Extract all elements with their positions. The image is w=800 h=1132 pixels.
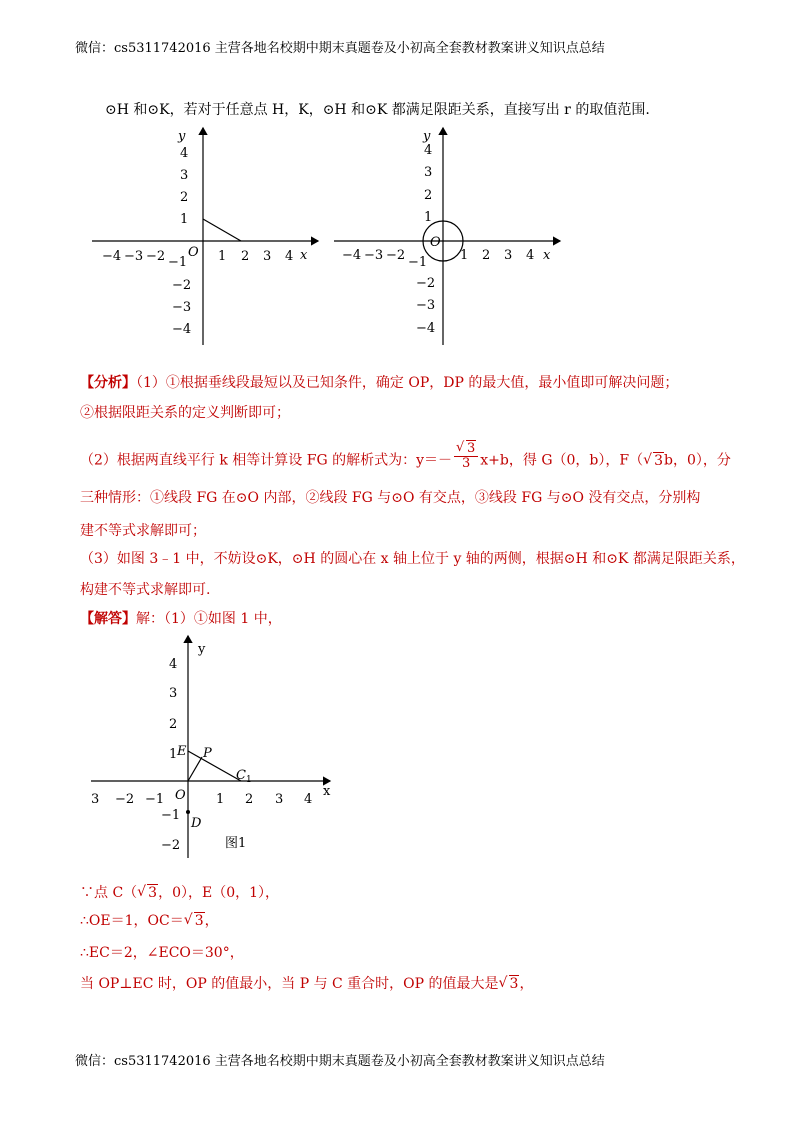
svg-text:−3: −3: [124, 249, 144, 264]
page-header: 微信：cs5311742016 主营各地名校期中期末真题卷及小初高全套教材教案讲义知识点总结: [75, 41, 605, 56]
svg-text:4: 4: [169, 657, 178, 672]
svg-text:−3: −3: [172, 300, 192, 315]
analysis-line-3: （2）根据两直线平行 k 相等计算设 FG 的解析式为：y＝－ √ $\frac{3}{3}$ x+b，得 G（0，b），F（√ 3b，0），分: [80, 446, 731, 475]
coordinate-graph-left: [88, 120, 328, 352]
page-footer: 微信：cs5311742016 主营各地名校期中期末真题卷及小初高全套教材教案讲义知识点总结: [75, 1054, 605, 1069]
svg-text:2: 2: [245, 792, 254, 807]
svg-text:−4: −4: [172, 322, 192, 337]
svg-text:3: 3: [275, 792, 284, 807]
svg-text:−1: −1: [161, 808, 181, 823]
analysis-line-2: ②根据限距关系的定义判断即可；: [80, 405, 290, 421]
svg-text:1: 1: [169, 747, 178, 762]
svg-text:3: 3: [91, 792, 100, 807]
svg-text:−4: −4: [342, 248, 362, 263]
answer-lead: 【解答】解：（1）①如图 1 中，: [80, 611, 282, 627]
svg-text:3: 3: [424, 165, 433, 180]
svg-text:−3: −3: [416, 298, 436, 313]
svg-text:1: 1: [246, 775, 252, 785]
svg-text:E: E: [177, 744, 187, 759]
answer-step-1: ∵点 C（√ 3，0），E（0，1），: [80, 882, 279, 902]
analysis-line-4: 三种情形：①线段 FG 在⊙O 内部，②线段 FG 与⊙O 有交点，③线段 FG 与⊙O 没有交点，分别构: [80, 490, 701, 506]
origin-label: O: [188, 245, 199, 260]
svg-text:−1: −1: [168, 255, 188, 270]
analysis-line-5: 建不等式求解即可；: [80, 523, 206, 539]
svg-text:3: 3: [263, 249, 272, 264]
svg-text:−2: −2: [115, 792, 135, 807]
svg-text:4: 4: [285, 249, 294, 264]
segment-ec: [203, 219, 241, 241]
svg-text:−4: −4: [102, 249, 122, 264]
svg-text:1: 1: [216, 792, 225, 807]
svg-text:4: 4: [424, 143, 433, 158]
svg-text:1: 1: [424, 210, 433, 225]
svg-text:2: 2: [482, 248, 491, 263]
svg-text:D: D: [191, 816, 202, 831]
svg-text:−2: −2: [172, 278, 192, 293]
svg-text:O: O: [175, 788, 186, 803]
svg-text:O: O: [430, 235, 441, 250]
svg-text:−1: −1: [145, 792, 165, 807]
svg-text:1: 1: [218, 249, 227, 264]
svg-text:y: y: [198, 642, 206, 657]
y-axis-label: y: [178, 129, 186, 144]
svg-text:y: y: [423, 129, 431, 144]
svg-text:−2: −2: [386, 248, 406, 263]
answer-step-3: ∴EC＝2，∠ECO＝30°，: [80, 945, 244, 961]
svg-text:2: 2: [180, 190, 189, 205]
figure-1: [85, 630, 345, 860]
svg-text:1: 1: [460, 248, 469, 263]
svg-text:−2: −2: [146, 249, 166, 264]
svg-text:−2: −2: [161, 838, 181, 853]
coordinate-graph-right: [330, 120, 570, 352]
svg-text:x: x: [323, 784, 331, 799]
svg-text:4: 4: [180, 146, 189, 161]
figure-caption: 图1: [225, 836, 247, 851]
answer-step-2: ∴OE＝1，OC＝√ 3，: [80, 910, 219, 930]
intro-text: ⊙H 和⊙K，若对于任意点 H，K，⊙H 和⊙K 都满足限距关系，直接写出 r 的取值范围.: [105, 102, 650, 118]
svg-text:3: 3: [180, 168, 189, 183]
x-axis-label: x: [300, 248, 308, 263]
svg-text:−1: −1: [408, 255, 428, 270]
svg-text:x: x: [543, 248, 551, 263]
svg-text:4: 4: [526, 248, 535, 263]
answer-step-4: 当 OP⊥EC 时，OP 的值最小，当 P 与 C 重合时，OP 的值最大是√ 3，: [80, 973, 533, 993]
segment-op: [188, 757, 202, 781]
segment-ec: [188, 751, 241, 781]
svg-text:−2: −2: [416, 276, 436, 291]
svg-text:4: 4: [304, 792, 313, 807]
svg-text:2: 2: [424, 188, 433, 203]
svg-text:P: P: [203, 746, 212, 761]
svg-text:3: 3: [169, 686, 178, 701]
analysis-line-1: 【分析】（1）①根据垂线段最短以及已知条件，确定 OP，DP 的最大值，最小值即可解决问题；: [80, 375, 679, 391]
analysis-line-7: 构建不等式求解即可.: [80, 582, 211, 598]
svg-text:C: C: [236, 768, 246, 783]
svg-text:1: 1: [180, 212, 189, 227]
svg-text:3: 3: [504, 248, 513, 263]
svg-text:2: 2: [241, 249, 250, 264]
analysis-line-6: （3）如图 3﹣1 中，不妨设⊙K，⊙H 的圆心在 x 轴上位于 y 轴的两侧，根据⊙H 和⊙K 都满足限距关系，: [80, 551, 745, 567]
point-d: [186, 810, 190, 814]
svg-text:−4: −4: [416, 321, 436, 336]
svg-text:2: 2: [169, 717, 178, 732]
svg-text:−3: −3: [364, 248, 384, 263]
